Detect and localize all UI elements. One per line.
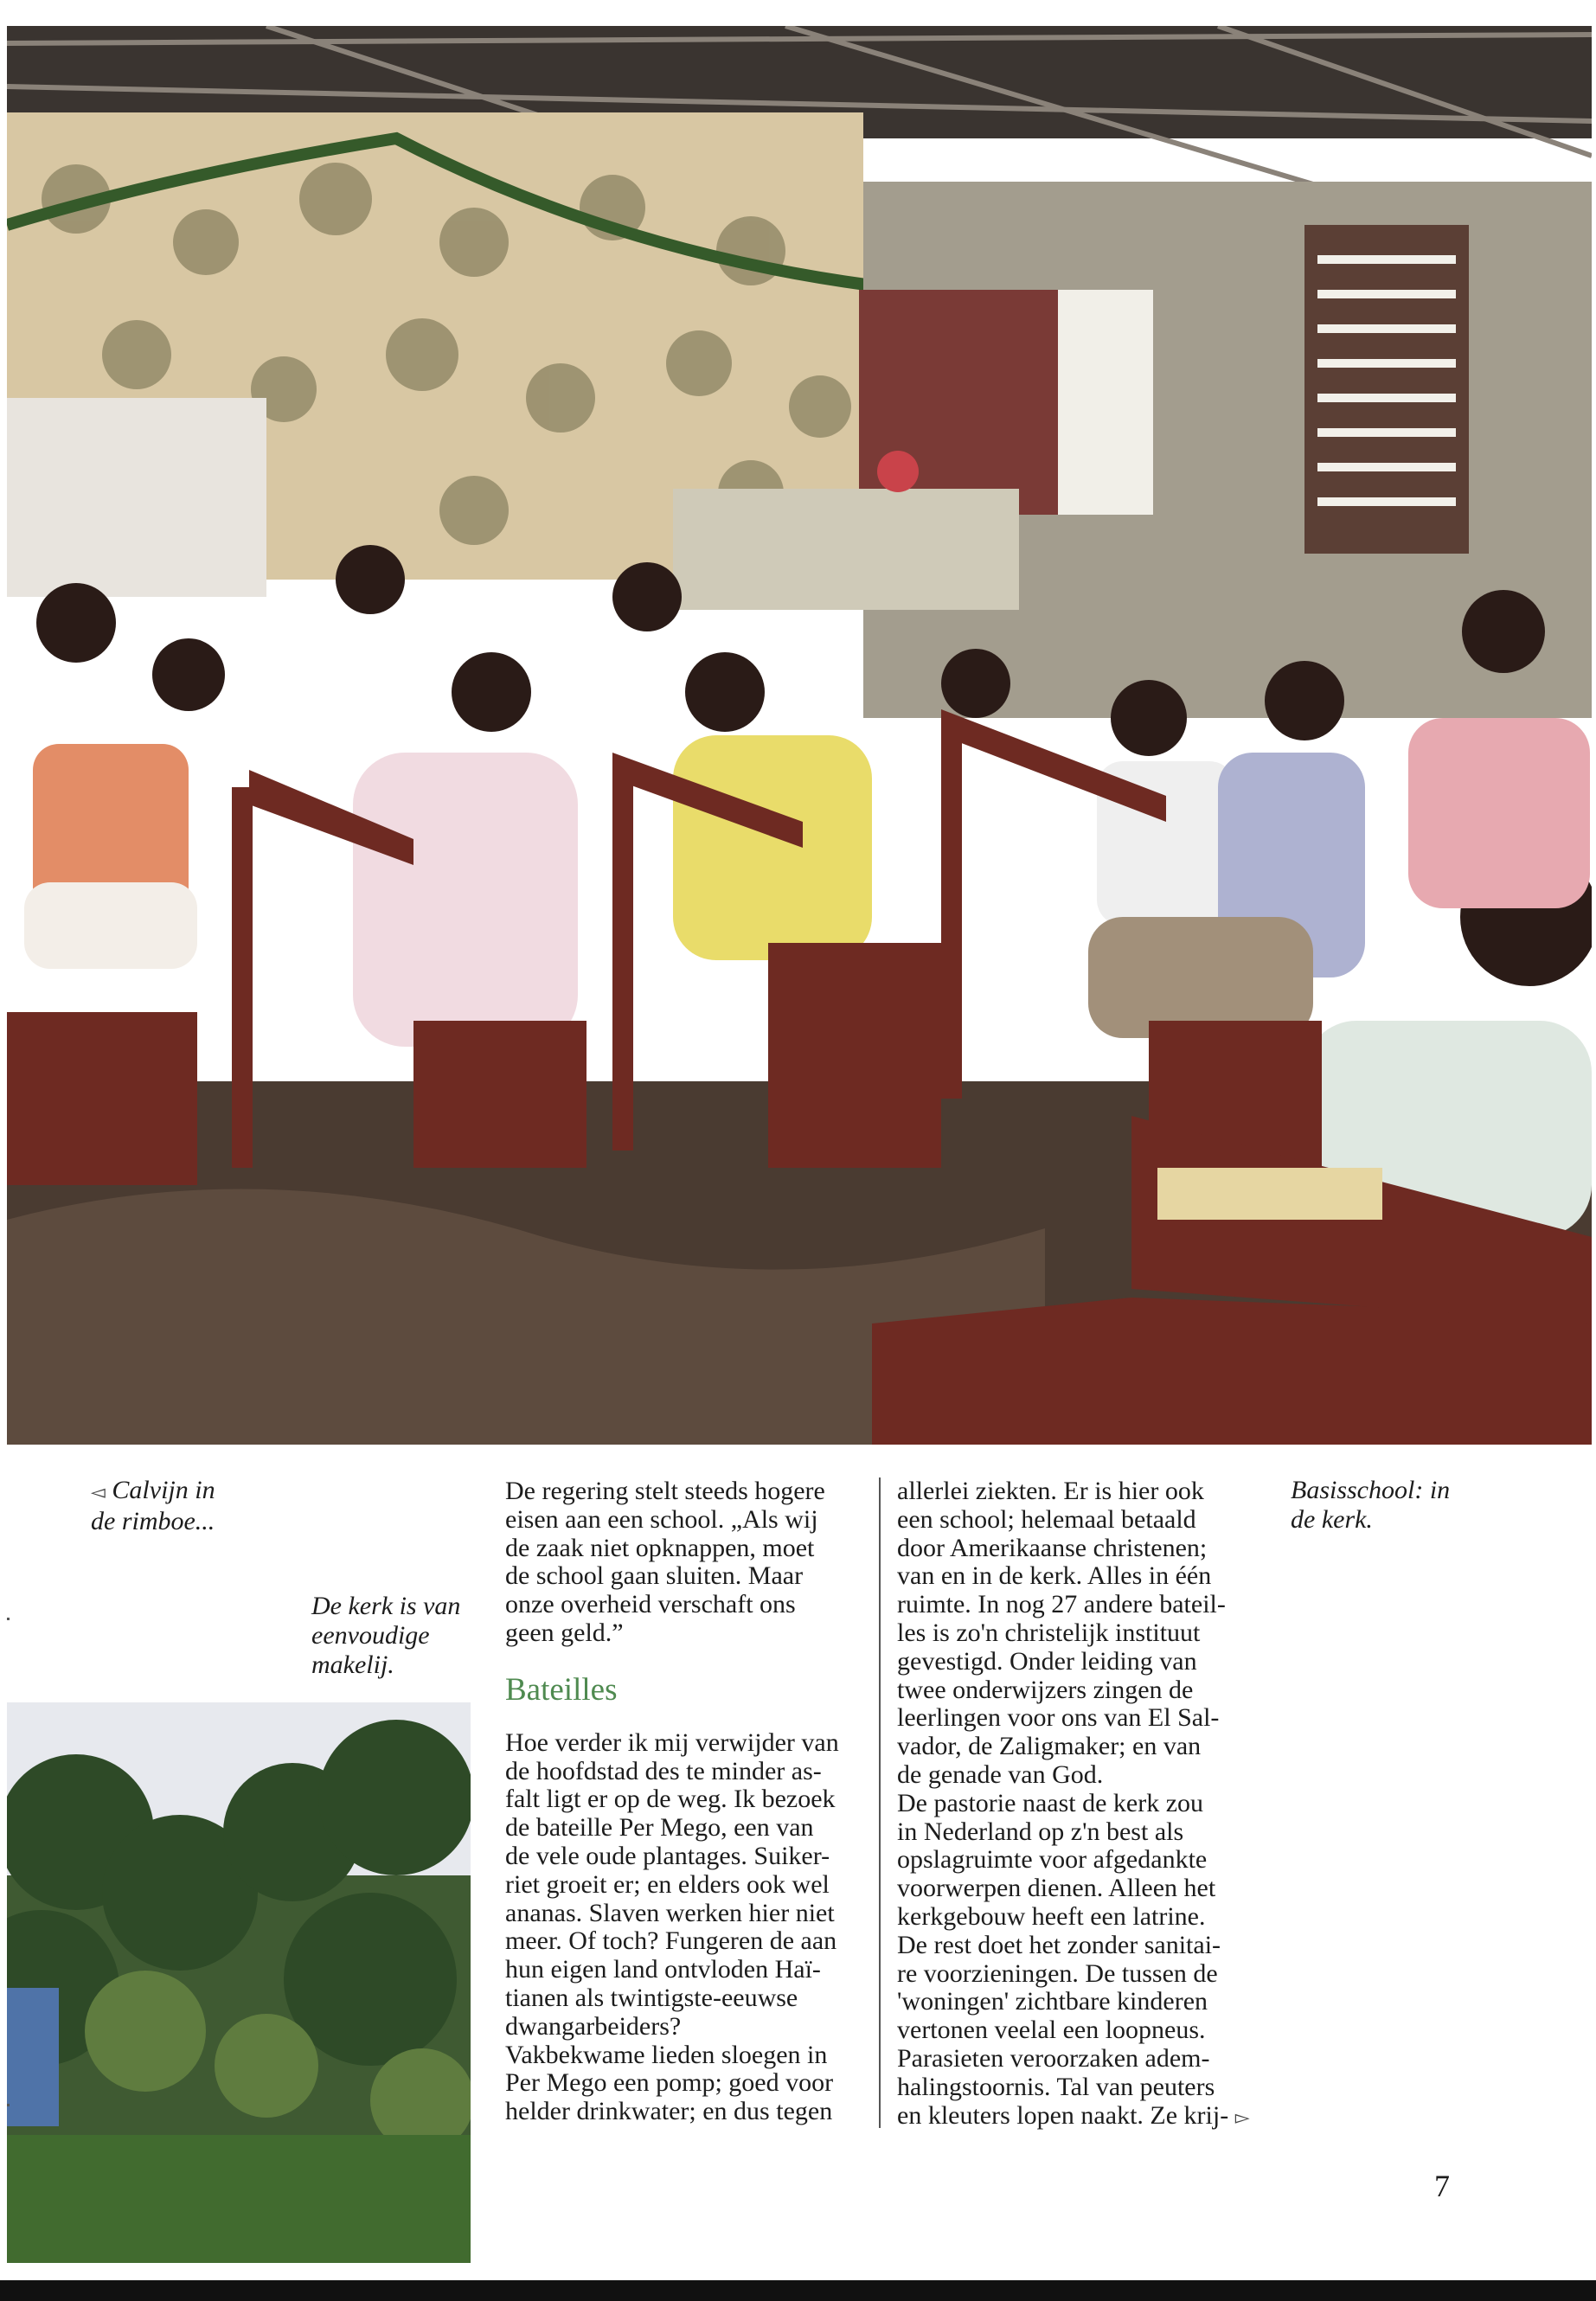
caption-calvijn-text: Calvijn in de rimboe...: [91, 1476, 215, 1535]
article-column-2: [897, 1477, 1260, 2131]
caption-calvijn: [91, 1476, 298, 1536]
article-intro: De regering stelt steeds hogere eisen aan een school. „Als wij de zaak niet opknappen, moet de school gaan sluiten. Maar onze overheid verschaft ons geen geld.”: [505, 1477, 825, 1647]
page-number: 7: [1434, 2169, 1450, 2203]
margin-mark: [7, 1618, 10, 1620]
article-body-1: Hoe verder ik mij verwijder van de hoofdstad des te minder as- falt ligt er op de weg. Ik bezoek de bateille Per Mego, een van de vele oude plantages. Suiker- riet groeit er; en elders ook wel ananas. Slaven werken hier niet meer. Of toch? Fungeren de aan hun eigen land ontvloden Haï- tianen als twintigste-eeuwse dwangarbeiders? Vakbekwame lieden sloegen in Per Mego een pomp; goed voor helder drinkwater; en dus tegen: [505, 1727, 839, 2126]
continue-arrow-icon: ▻: [1234, 2106, 1250, 2128]
margin-mark: [7, 2104, 10, 2106]
left-arrow-icon: ◅: [91, 1481, 106, 1503]
article-column-1: [505, 1477, 869, 2126]
caption-basisschool: Basisschool: in de kerk.: [1291, 1476, 1451, 1534]
section-heading: Bateilles: [505, 1671, 618, 1708]
village-photo: [7, 1702, 471, 2263]
caption-kerk: De kerk is van eenvoudige makelij.: [311, 1592, 461, 1679]
column-divider: [879, 1477, 881, 2128]
article-body-2-text: allerlei ziekten. Er is hier ook een school; helemaal betaald door Amerikaanse christenen; van en in de kerk. Alles in één ruimte. In nog 27 andere bateil- les is zo'n christelijk instituut gevestigd. Onder leiding van twee onderwijzers zingen de leerlingen voor ons van El Sal- vador, de Zaligmaker; en van de genade van God. De pastorie naast de kerk zou in Nederland op z'n best als opslagruimte voor afgedankte voorwerpen dienen. Alleen het kerkgebouw heeft een latrine. De rest doet het zonder sanitai- re voorzieningen. De tussen de 'woningen' zichtbare kinderen vertonen veelal een loopneus. Parasieten veroorzaken adem- halingstoornis. Tal van peuters en kleuters lopen naakt. Ze krij-: [897, 1477, 1229, 2130]
bottom-edge: [0, 2280, 1596, 2301]
article-body-2: [897, 1477, 1260, 2131]
classroom-photo: [7, 26, 1592, 1445]
